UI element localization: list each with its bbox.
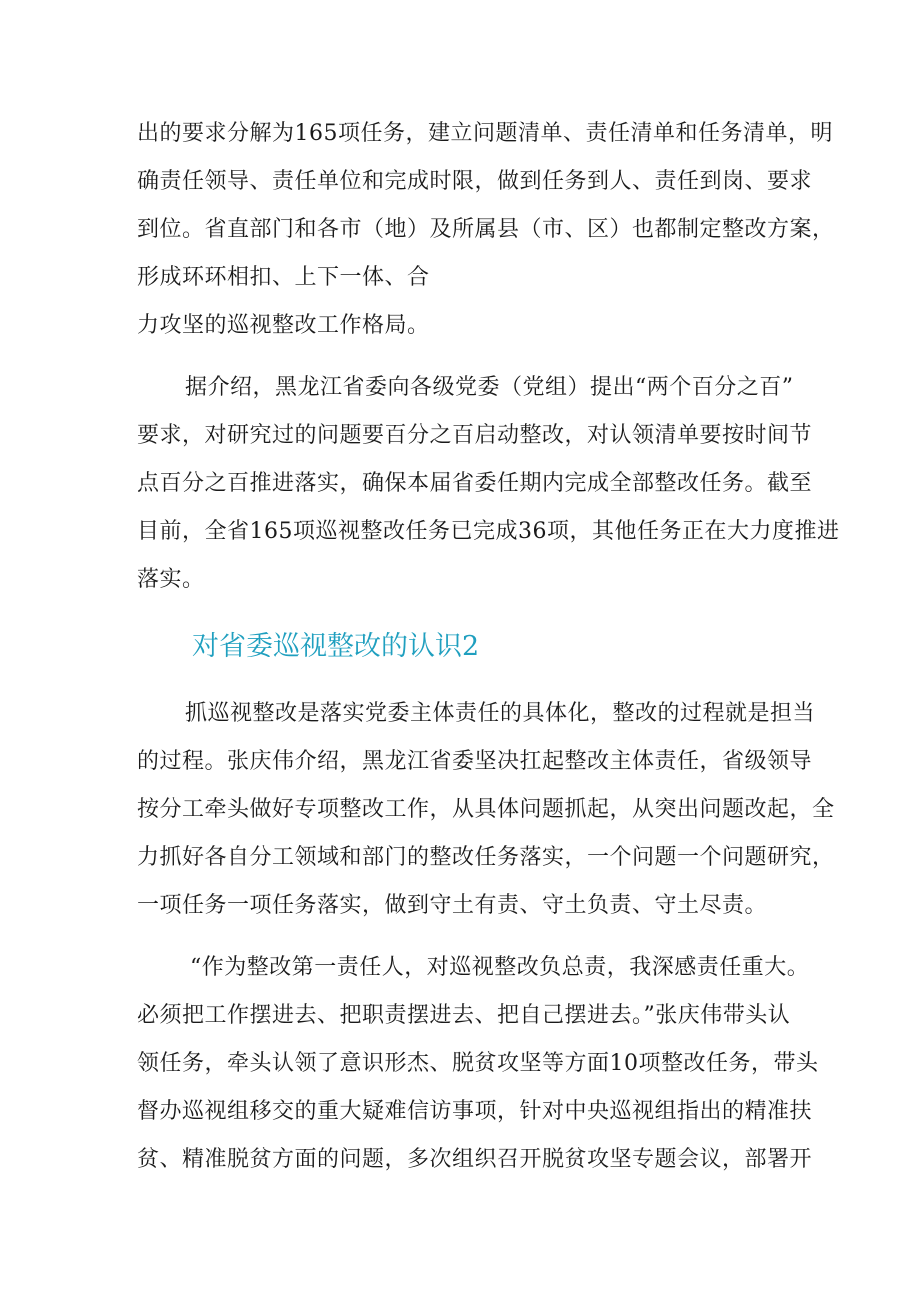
paragraph-4-line-4 <box>0 1088 920 1136</box>
text-line: 必须把工作摆进去、把职责摆进去、把自己摆进去。”张庆伟带头认 <box>137 1003 791 1028</box>
text-line: 目前，全省165项巡视整改任务已完成36项，其他任务正在大力度推进 <box>137 519 840 544</box>
paragraph-2-line-2 <box>0 412 920 460</box>
paragraph-1-line-2 <box>0 158 920 206</box>
text-line: 力攻坚的巡视整改工作格局。 <box>137 313 430 338</box>
text-line: 确责任领导、责任单位和完成时限，做到任务到人、责任到岗、要求 <box>137 169 813 194</box>
text-line: 贫、精准脱贫方面的问题，多次组织召开脱贫攻坚专题会议，部署开 <box>137 1147 813 1172</box>
text-line: 落实。 <box>137 567 205 592</box>
paragraph-4-line-5 <box>0 1136 920 1184</box>
text-line: 要求，对研究过的问题要百分之百启动整改，对认领清单要按时间节 <box>137 423 813 448</box>
paragraph-3-line-5 <box>0 882 920 930</box>
text-line: 抓巡视整改是落实党委主体责任的具体化，整改的过程就是担当 <box>185 701 816 726</box>
paragraph-2-line-4 <box>0 508 920 556</box>
paragraph-3-line-1 <box>0 690 920 738</box>
text-line: 的过程。张庆伟介绍，黑龙江省委坚决扛起整改主体责任，省级领导 <box>137 749 813 774</box>
text-line: 督办巡视组移交的重大疑难信访事项，针对中央巡视组指出的精准扶 <box>137 1099 813 1124</box>
text-line: “作为整改第一责任人，对巡视整改负总责，我深感责任重大。 <box>190 955 810 980</box>
text-line: 出的要求分解为165项任务，建立问题清单、责任清单和任务清单，明 <box>137 121 833 146</box>
text-line: 领任务，牵头认领了意识形杰、脱贫攻坚等方面10项整改任务，带头 <box>137 1051 819 1076</box>
paragraph-1-line-3 <box>0 206 920 254</box>
paragraph-3-line-4 <box>0 834 920 882</box>
paragraph-1-line-5 <box>0 302 920 350</box>
paragraph-4-line-2 <box>0 992 920 1040</box>
paragraph-2-line-3 <box>0 460 920 508</box>
paragraph-4-line-3 <box>0 1040 920 1088</box>
text-line: 据介绍，黑龙江省委向各级党委（党组）提出“两个百分之百” <box>185 375 794 400</box>
paragraph-4-line-1 <box>0 944 920 992</box>
text-line: 形成环环相扣、上下一体、合 <box>137 265 430 290</box>
section-heading: 对省委巡视整改的认识2 <box>192 631 480 662</box>
text-line: 按分工牵头做好专项整改工作，从具体问题抓起，从突出问题改起，全 <box>137 797 835 822</box>
text-line: 点百分之百推进落实，确保本届省委任期内完成全部整改任务。截至 <box>137 471 813 496</box>
paragraph-3-line-3 <box>0 786 920 834</box>
text-line: 到位。省直部门和各市（地）及所属县（市、区）也都制定整改方案， <box>137 217 835 242</box>
paragraph-3-line-2 <box>0 738 920 786</box>
paragraph-1-line-4 <box>0 254 920 302</box>
paragraph-2-line-5 <box>0 556 920 604</box>
text-line: 一项任务一项任务落实，做到守土有责、守土负责、守土尽责。 <box>137 893 768 918</box>
paragraph-1-line-1 <box>0 110 920 158</box>
paragraph-2-line-1 <box>0 364 920 412</box>
text-line: 力抓好各自分工领域和部门的整改任务落实，一个问题一个问题研究， <box>137 845 835 870</box>
